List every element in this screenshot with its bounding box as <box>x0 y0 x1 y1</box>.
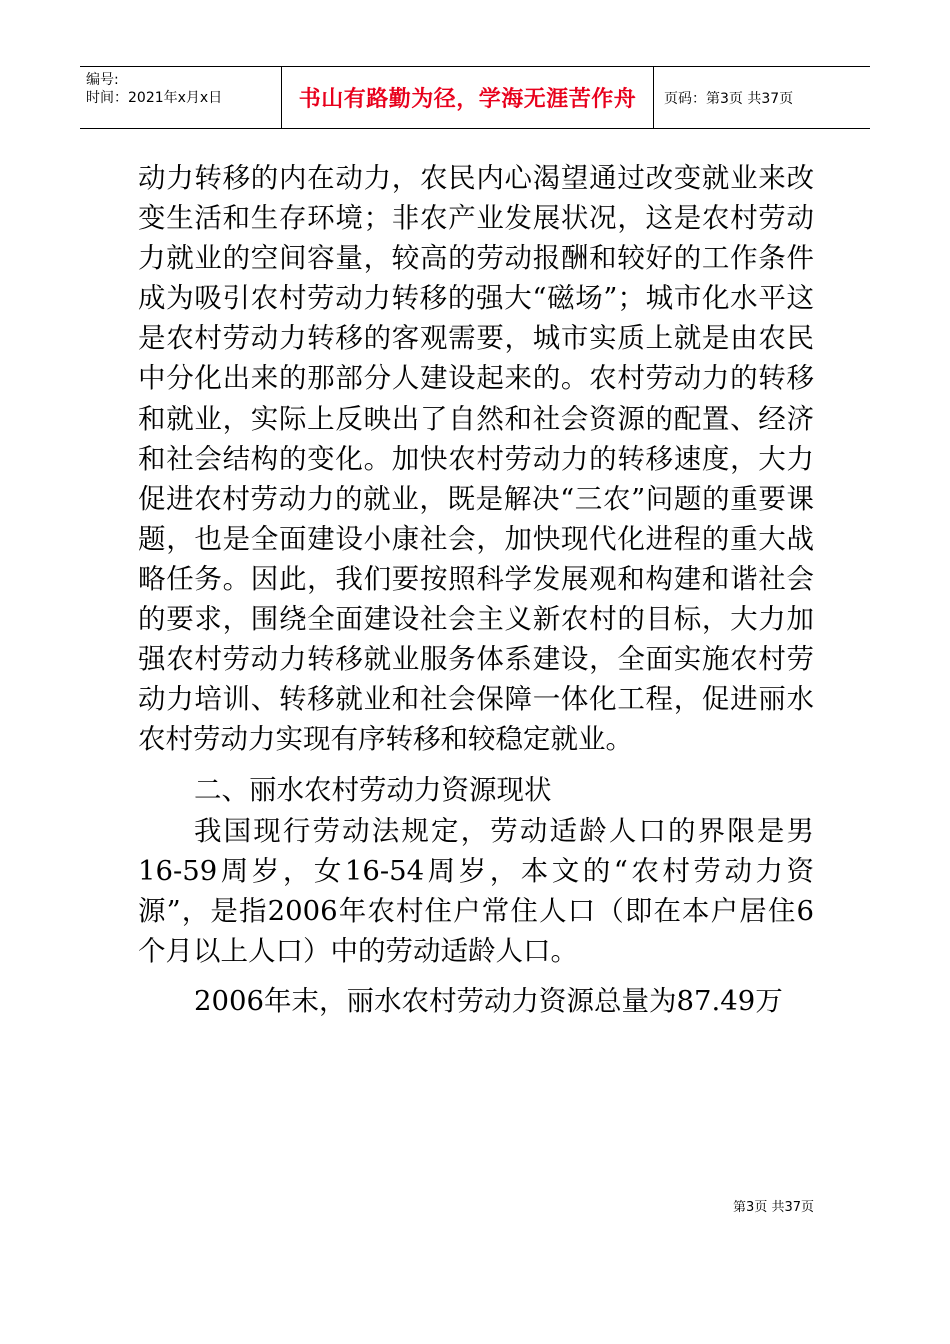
body-paragraph: 我国现行劳动法规定，劳动适龄人口的界限是男16-59周岁，女16-54周岁，本文的“农村劳动力资源”，是指2006年农村住户常住人口（即在本户居住6个月以上人口）中的劳动适龄人口。 <box>138 814 814 967</box>
header-motto: 书山有路勤为径，学海无涯苦作舟 <box>282 67 654 128</box>
section-heading: 二、丽水农村劳动力资源现状 <box>194 774 552 807</box>
header-page-info: 页码：第3页 共37页 <box>664 90 794 107</box>
document-number-label: 编号: <box>86 72 119 88</box>
document-time: 时间：2021年x月x日 <box>86 90 223 106</box>
body-paragraph: 动力转移的内在动力，农民内心渴望通过改变就业来改变生活和生存环境；非农产业发展状况，这是农村劳动力就业的空间容量，较高的劳动报酬和较好的工作条件成为吸引农村劳动力转移的强大“磁场”；城市化水平这是农村劳动力转移的客观需要，城市实质上就是由农民中分化出来的那部分人建设起来的。农村劳动力的转移和就业，实际上反映出了自然和社会资源的配置、经济和社会结构的变化。加快农村劳动力的转移速度，大力促进农村劳动力的就业，既是解决“三农”问题的重要课题，也是全面建设小康社会，加快现代化进程的重大战略任务。因此，我们要按照科学发展观和构建和谐社会的要求，围绕全面建设社会主义新农村的目标，大力加强农村劳动力转移就业服务体系建设，全面实施农村劳动力培训、转移就业和社会保障一体化工程，促进丽水农村劳动力实现有序转移和较稳定就业。 <box>138 162 814 756</box>
page-header <box>80 66 870 129</box>
body-paragraph: 2006年末，丽水农村劳动力资源总量为87.49万 <box>194 984 783 1017</box>
document-body <box>138 158 814 1021</box>
page-footer: 第3页 共37页 <box>733 1200 814 1215</box>
header-meta <box>80 67 282 128</box>
